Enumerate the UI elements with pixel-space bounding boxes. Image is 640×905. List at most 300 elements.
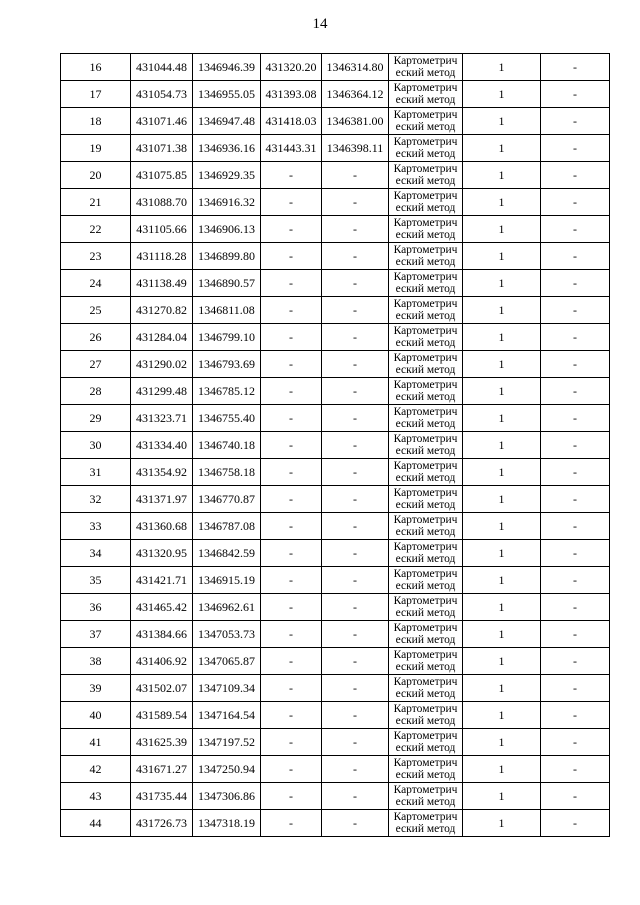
y-current-cell: 1347306.86 <box>193 783 261 810</box>
accuracy-cell: 1 <box>463 675 541 702</box>
accuracy-cell: 1 <box>463 378 541 405</box>
y-current-cell: 1346906.13 <box>193 216 261 243</box>
coordinates-table <box>60 53 610 837</box>
description-cell: - <box>541 567 610 594</box>
y-previous-cell: - <box>322 540 389 567</box>
description-cell: - <box>541 81 610 108</box>
point-number-cell: 37 <box>61 621 131 648</box>
x-previous-cell: - <box>261 513 322 540</box>
y-previous-cell: - <box>322 378 389 405</box>
x-previous-cell: 431418.03 <box>261 108 322 135</box>
method-cell <box>389 621 463 648</box>
method-text-line: еский метод <box>395 202 456 214</box>
table-row <box>61 783 610 810</box>
y-previous-cell: - <box>322 567 389 594</box>
table-row <box>61 675 610 702</box>
point-number-cell: 31 <box>61 459 131 486</box>
method-cell <box>389 297 463 324</box>
x-previous-cell: - <box>261 648 322 675</box>
point-number-cell: 42 <box>61 756 131 783</box>
method-cell <box>389 216 463 243</box>
accuracy-cell: 1 <box>463 432 541 459</box>
y-current-cell: 1346915.19 <box>193 567 261 594</box>
x-previous-cell: - <box>261 540 322 567</box>
method-text-line: Картометрич <box>393 649 458 661</box>
x-current-cell: 431320.95 <box>131 540 193 567</box>
table-row <box>61 405 610 432</box>
method-cell <box>389 189 463 216</box>
description-cell: - <box>541 189 610 216</box>
method-text-line: Картометрич <box>393 82 458 94</box>
table-row <box>61 351 610 378</box>
method-cell <box>389 567 463 594</box>
method-cell <box>389 108 463 135</box>
method-cell <box>389 648 463 675</box>
method-text-line: еский метод <box>395 769 456 781</box>
x-previous-cell: - <box>261 621 322 648</box>
x-current-cell: 431384.66 <box>131 621 193 648</box>
x-previous-cell: - <box>261 243 322 270</box>
x-current-cell: 431735.44 <box>131 783 193 810</box>
method-cell <box>389 702 463 729</box>
method-text-line: еский метод <box>395 661 456 673</box>
table-row <box>61 513 610 540</box>
method-text-line: Картометрич <box>393 676 458 688</box>
method-text-line: Картометрич <box>393 595 458 607</box>
table-row <box>61 135 610 162</box>
y-current-cell: 1347318.19 <box>193 810 261 837</box>
method-cell <box>389 486 463 513</box>
description-cell: - <box>541 729 610 756</box>
x-previous-cell: 431443.31 <box>261 135 322 162</box>
method-cell <box>389 432 463 459</box>
x-current-cell: 431334.40 <box>131 432 193 459</box>
table-row <box>61 243 610 270</box>
y-current-cell: 1346785.12 <box>193 378 261 405</box>
y-current-cell: 1347250.94 <box>193 756 261 783</box>
accuracy-cell: 1 <box>463 540 541 567</box>
table-row <box>61 729 610 756</box>
y-previous-cell: - <box>322 675 389 702</box>
x-previous-cell: - <box>261 216 322 243</box>
accuracy-cell: 1 <box>463 405 541 432</box>
y-current-cell: 1346758.18 <box>193 459 261 486</box>
x-current-cell: 431054.73 <box>131 81 193 108</box>
y-previous-cell: - <box>322 405 389 432</box>
x-previous-cell: - <box>261 756 322 783</box>
table-row <box>61 54 610 81</box>
table-row <box>61 459 610 486</box>
method-text-line: Картометрич <box>393 217 458 229</box>
x-previous-cell: 431393.08 <box>261 81 322 108</box>
y-current-cell: 1347065.87 <box>193 648 261 675</box>
y-previous-cell: - <box>322 297 389 324</box>
y-current-cell: 1346929.35 <box>193 162 261 189</box>
method-text-line: еский метод <box>395 229 456 241</box>
x-current-cell: 431465.42 <box>131 594 193 621</box>
table-row <box>61 270 610 297</box>
description-cell: - <box>541 513 610 540</box>
method-text-line: еский метод <box>395 607 456 619</box>
method-cell <box>389 378 463 405</box>
method-text-line: Картометрич <box>393 55 458 67</box>
x-previous-cell: - <box>261 702 322 729</box>
method-cell <box>389 729 463 756</box>
method-cell <box>389 513 463 540</box>
method-text-line: Картометрич <box>393 433 458 445</box>
y-current-cell: 1346955.05 <box>193 81 261 108</box>
accuracy-cell: 1 <box>463 351 541 378</box>
method-cell <box>389 351 463 378</box>
accuracy-cell: 1 <box>463 459 541 486</box>
y-previous-cell: 1346364.12 <box>322 81 389 108</box>
table-row <box>61 567 610 594</box>
point-number-cell: 26 <box>61 324 131 351</box>
y-current-cell: 1346799.10 <box>193 324 261 351</box>
point-number-cell: 20 <box>61 162 131 189</box>
x-current-cell: 431105.66 <box>131 216 193 243</box>
x-previous-cell: - <box>261 432 322 459</box>
description-cell: - <box>541 486 610 513</box>
method-text-line: Картометрич <box>393 487 458 499</box>
method-text-line: Картометрич <box>393 244 458 256</box>
x-previous-cell: - <box>261 405 322 432</box>
table-row <box>61 378 610 405</box>
table-row <box>61 81 610 108</box>
x-previous-cell: - <box>261 297 322 324</box>
point-number-cell: 43 <box>61 783 131 810</box>
x-previous-cell: - <box>261 675 322 702</box>
description-cell: - <box>541 810 610 837</box>
point-number-cell: 40 <box>61 702 131 729</box>
y-previous-cell: - <box>322 351 389 378</box>
method-cell <box>389 675 463 702</box>
table-row <box>61 324 610 351</box>
y-previous-cell: - <box>322 459 389 486</box>
x-current-cell: 431075.85 <box>131 162 193 189</box>
point-number-cell: 25 <box>61 297 131 324</box>
point-number-cell: 19 <box>61 135 131 162</box>
x-previous-cell: - <box>261 567 322 594</box>
accuracy-cell: 1 <box>463 189 541 216</box>
y-current-cell: 1346890.57 <box>193 270 261 297</box>
point-number-cell: 28 <box>61 378 131 405</box>
description-cell: - <box>541 324 610 351</box>
description-cell: - <box>541 594 610 621</box>
description-cell: - <box>541 702 610 729</box>
method-text-line: Картометрич <box>393 703 458 715</box>
method-text-line: еский метод <box>395 823 456 835</box>
method-text-line: еский метод <box>395 148 456 160</box>
method-text-line: еский метод <box>395 364 456 376</box>
method-text-line: Картометрич <box>393 352 458 364</box>
accuracy-cell: 1 <box>463 162 541 189</box>
y-current-cell: 1346740.18 <box>193 432 261 459</box>
y-previous-cell: - <box>322 324 389 351</box>
x-current-cell: 431354.92 <box>131 459 193 486</box>
accuracy-cell: 1 <box>463 594 541 621</box>
method-text-line: Картометрич <box>393 622 458 634</box>
method-text-line: Картометрич <box>393 190 458 202</box>
x-previous-cell: - <box>261 729 322 756</box>
method-cell <box>389 270 463 297</box>
x-previous-cell: - <box>261 162 322 189</box>
method-text-line: еский метод <box>395 67 456 79</box>
accuracy-cell: 1 <box>463 270 541 297</box>
table-row <box>61 594 610 621</box>
description-cell: - <box>541 297 610 324</box>
description-cell: - <box>541 270 610 297</box>
x-current-cell: 431044.48 <box>131 54 193 81</box>
description-cell: - <box>541 405 610 432</box>
method-cell <box>389 405 463 432</box>
y-previous-cell: - <box>322 270 389 297</box>
accuracy-cell: 1 <box>463 135 541 162</box>
description-cell: - <box>541 108 610 135</box>
accuracy-cell: 1 <box>463 810 541 837</box>
x-previous-cell: - <box>261 270 322 297</box>
x-current-cell: 431290.02 <box>131 351 193 378</box>
method-text-line: Картометрич <box>393 784 458 796</box>
method-cell <box>389 783 463 810</box>
table-row <box>61 216 610 243</box>
description-cell: - <box>541 540 610 567</box>
point-number-cell: 22 <box>61 216 131 243</box>
method-text-line: Картометрич <box>393 568 458 580</box>
x-current-cell: 431071.46 <box>131 108 193 135</box>
method-cell <box>389 81 463 108</box>
method-text-line: еский метод <box>395 742 456 754</box>
y-current-cell: 1347053.73 <box>193 621 261 648</box>
y-previous-cell: - <box>322 513 389 540</box>
point-number-cell: 30 <box>61 432 131 459</box>
description-cell: - <box>541 243 610 270</box>
method-text-line: Картометрич <box>393 811 458 823</box>
y-current-cell: 1346962.61 <box>193 594 261 621</box>
y-previous-cell: 1346381.00 <box>322 108 389 135</box>
y-current-cell: 1346842.59 <box>193 540 261 567</box>
x-current-cell: 431323.71 <box>131 405 193 432</box>
method-text-line: Картометрич <box>393 136 458 148</box>
table-row <box>61 297 610 324</box>
method-text-line: еский метод <box>395 688 456 700</box>
description-cell: - <box>541 675 610 702</box>
point-number-cell: 29 <box>61 405 131 432</box>
table-row <box>61 540 610 567</box>
method-text-line: еский метод <box>395 256 456 268</box>
y-current-cell: 1346946.39 <box>193 54 261 81</box>
x-previous-cell: - <box>261 810 322 837</box>
y-previous-cell: - <box>322 594 389 621</box>
description-cell: - <box>541 459 610 486</box>
x-previous-cell: 431320.20 <box>261 54 322 81</box>
y-previous-cell: - <box>322 810 389 837</box>
accuracy-cell: 1 <box>463 297 541 324</box>
x-current-cell: 431270.82 <box>131 297 193 324</box>
table-row <box>61 189 610 216</box>
method-text-line: еский метод <box>395 121 456 133</box>
accuracy-cell: 1 <box>463 54 541 81</box>
method-text-line: Картометрич <box>393 163 458 175</box>
method-text-line: еский метод <box>395 418 456 430</box>
description-cell: - <box>541 351 610 378</box>
y-previous-cell: - <box>322 432 389 459</box>
table-body <box>61 54 610 837</box>
point-number-cell: 23 <box>61 243 131 270</box>
point-number-cell: 34 <box>61 540 131 567</box>
y-current-cell: 1346936.16 <box>193 135 261 162</box>
method-text-line: еский метод <box>395 553 456 565</box>
table-row <box>61 810 610 837</box>
method-text-line: еский метод <box>395 310 456 322</box>
x-current-cell: 431406.92 <box>131 648 193 675</box>
y-previous-cell: - <box>322 621 389 648</box>
accuracy-cell: 1 <box>463 783 541 810</box>
x-current-cell: 431625.39 <box>131 729 193 756</box>
table-row <box>61 486 610 513</box>
x-current-cell: 431726.73 <box>131 810 193 837</box>
y-current-cell: 1346811.08 <box>193 297 261 324</box>
table-row <box>61 162 610 189</box>
x-current-cell: 431071.38 <box>131 135 193 162</box>
method-text-line: еский метод <box>395 580 456 592</box>
description-cell: - <box>541 216 610 243</box>
x-current-cell: 431138.49 <box>131 270 193 297</box>
page-number: 14 <box>312 16 328 32</box>
y-previous-cell: - <box>322 648 389 675</box>
accuracy-cell: 1 <box>463 621 541 648</box>
accuracy-cell: 1 <box>463 243 541 270</box>
description-cell: - <box>541 756 610 783</box>
y-current-cell: 1347164.54 <box>193 702 261 729</box>
accuracy-cell: 1 <box>463 81 541 108</box>
method-text-line: Картометрич <box>393 757 458 769</box>
y-previous-cell: - <box>322 729 389 756</box>
method-text-line: еский метод <box>395 715 456 727</box>
method-text-line: Картометрич <box>393 460 458 472</box>
method-text-line: Картометрич <box>393 514 458 526</box>
method-text-line: Картометрич <box>393 730 458 742</box>
method-text-line: Картометрич <box>393 325 458 337</box>
point-number-cell: 36 <box>61 594 131 621</box>
x-previous-cell: - <box>261 486 322 513</box>
x-current-cell: 431284.04 <box>131 324 193 351</box>
point-number-cell: 21 <box>61 189 131 216</box>
point-number-cell: 16 <box>61 54 131 81</box>
y-previous-cell: - <box>322 486 389 513</box>
method-cell <box>389 162 463 189</box>
method-cell <box>389 459 463 486</box>
x-previous-cell: - <box>261 324 322 351</box>
method-text-line: еский метод <box>395 526 456 538</box>
table-row <box>61 702 610 729</box>
description-cell: - <box>541 54 610 81</box>
y-current-cell: 1346947.48 <box>193 108 261 135</box>
description-cell: - <box>541 432 610 459</box>
method-text-line: Картометрич <box>393 298 458 310</box>
x-current-cell: 431371.97 <box>131 486 193 513</box>
y-previous-cell: - <box>322 189 389 216</box>
y-previous-cell: 1346398.11 <box>322 135 389 162</box>
x-current-cell: 431671.27 <box>131 756 193 783</box>
y-current-cell: 1346793.69 <box>193 351 261 378</box>
method-cell <box>389 243 463 270</box>
x-current-cell: 431088.70 <box>131 189 193 216</box>
accuracy-cell: 1 <box>463 513 541 540</box>
method-text-line: Картометрич <box>393 541 458 553</box>
accuracy-cell: 1 <box>463 648 541 675</box>
y-previous-cell: 1346314.80 <box>322 54 389 81</box>
y-current-cell: 1347109.34 <box>193 675 261 702</box>
table-row <box>61 432 610 459</box>
method-cell <box>389 324 463 351</box>
method-cell <box>389 135 463 162</box>
point-number-cell: 32 <box>61 486 131 513</box>
accuracy-cell: 1 <box>463 108 541 135</box>
method-cell <box>389 756 463 783</box>
table-row <box>61 648 610 675</box>
y-current-cell: 1346755.40 <box>193 405 261 432</box>
x-current-cell: 431502.07 <box>131 675 193 702</box>
table-row <box>61 108 610 135</box>
accuracy-cell: 1 <box>463 486 541 513</box>
method-cell <box>389 594 463 621</box>
accuracy-cell: 1 <box>463 216 541 243</box>
x-previous-cell: - <box>261 351 322 378</box>
y-current-cell: 1346787.08 <box>193 513 261 540</box>
x-current-cell: 431299.48 <box>131 378 193 405</box>
description-cell: - <box>541 162 610 189</box>
point-number-cell: 39 <box>61 675 131 702</box>
method-text-line: еский метод <box>395 634 456 646</box>
point-number-cell: 44 <box>61 810 131 837</box>
description-cell: - <box>541 648 610 675</box>
point-number-cell: 24 <box>61 270 131 297</box>
x-previous-cell: - <box>261 783 322 810</box>
y-current-cell: 1346770.87 <box>193 486 261 513</box>
x-current-cell: 431118.28 <box>131 243 193 270</box>
point-number-cell: 17 <box>61 81 131 108</box>
y-current-cell: 1346899.80 <box>193 243 261 270</box>
method-text-line: еский метод <box>395 796 456 808</box>
description-cell: - <box>541 378 610 405</box>
method-text-line: еский метод <box>395 94 456 106</box>
accuracy-cell: 1 <box>463 702 541 729</box>
method-text-line: еский метод <box>395 472 456 484</box>
point-number-cell: 35 <box>61 567 131 594</box>
accuracy-cell: 1 <box>463 567 541 594</box>
point-number-cell: 38 <box>61 648 131 675</box>
y-current-cell: 1347197.52 <box>193 729 261 756</box>
method-text-line: Картометрич <box>393 271 458 283</box>
accuracy-cell: 1 <box>463 756 541 783</box>
method-cell <box>389 810 463 837</box>
method-text-line: еский метод <box>395 337 456 349</box>
x-previous-cell: - <box>261 459 322 486</box>
method-text-line: Картометрич <box>393 406 458 418</box>
y-previous-cell: - <box>322 216 389 243</box>
table-row <box>61 756 610 783</box>
method-cell <box>389 540 463 567</box>
method-cell <box>389 54 463 81</box>
x-current-cell: 431360.68 <box>131 513 193 540</box>
accuracy-cell: 1 <box>463 729 541 756</box>
y-current-cell: 1346916.32 <box>193 189 261 216</box>
y-previous-cell: - <box>322 243 389 270</box>
description-cell: - <box>541 135 610 162</box>
method-text-line: еский метод <box>395 499 456 511</box>
x-previous-cell: - <box>261 189 322 216</box>
